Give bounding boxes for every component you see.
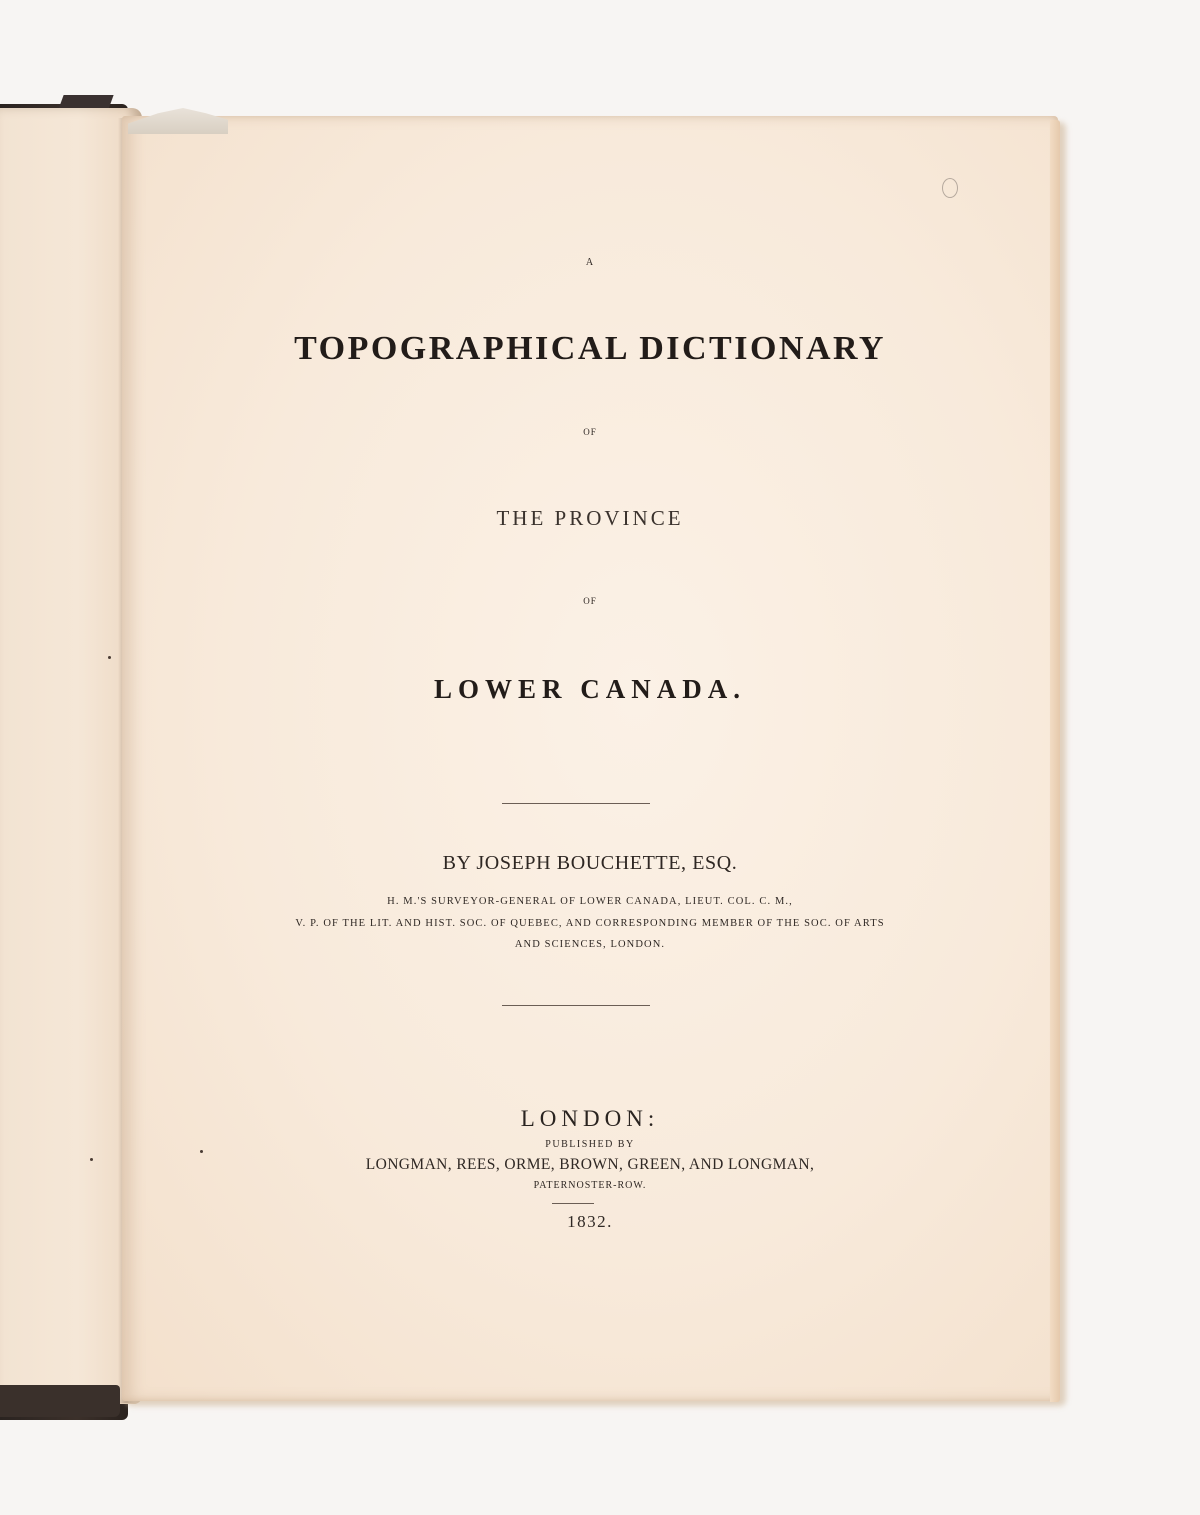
title-article: A <box>585 257 595 268</box>
title-place: LOWER CANADA. <box>433 674 746 704</box>
page-fore-edge <box>1050 120 1060 1402</box>
imprint-city: LONDON: <box>520 1106 660 1131</box>
book-title: TOPOGRAPHICAL DICTIONARY <box>294 330 886 367</box>
author-credentials-line: V. P. OF THE LIT. AND HIST. SOC. OF QUEBEC, AND CORRESPONDING MEMBER OF THE SOC. OF ARTS <box>295 918 885 929</box>
divider-rule-short <box>552 1203 594 1204</box>
title-subject: THE PROVINCE <box>496 506 684 530</box>
pencil-mark <box>942 178 958 198</box>
divider-rule <box>502 1005 650 1006</box>
foxing-speck <box>108 656 111 659</box>
spine-bottom <box>0 1385 120 1417</box>
author-line: BY JOSEPH BOUCHETTE, ESQ. <box>442 852 738 874</box>
divider-rule <box>502 803 650 804</box>
imprint-address: PATERNOSTER-ROW. <box>533 1180 647 1191</box>
author-credentials-line: H. M.'S SURVEYOR-GENERAL OF LOWER CANADA, LIEUT. COL. C. M., <box>387 896 793 907</box>
torn-paper-tab <box>128 108 228 134</box>
title-connector-of: OF <box>583 596 597 606</box>
title-connector-of: OF <box>583 427 597 437</box>
foxing-speck <box>90 1158 93 1161</box>
imprint-published-by: PUBLISHED BY <box>545 1139 635 1150</box>
imprint-publishers: LONGMAN, REES, ORME, BROWN, GREEN, AND LONGMAN, <box>365 1156 815 1173</box>
author-credentials-line: AND SCIENCES, LONDON. <box>514 939 666 950</box>
imprint-year: 1832. <box>567 1212 613 1231</box>
title-page <box>122 116 1058 1401</box>
foxing-speck <box>200 1150 203 1153</box>
